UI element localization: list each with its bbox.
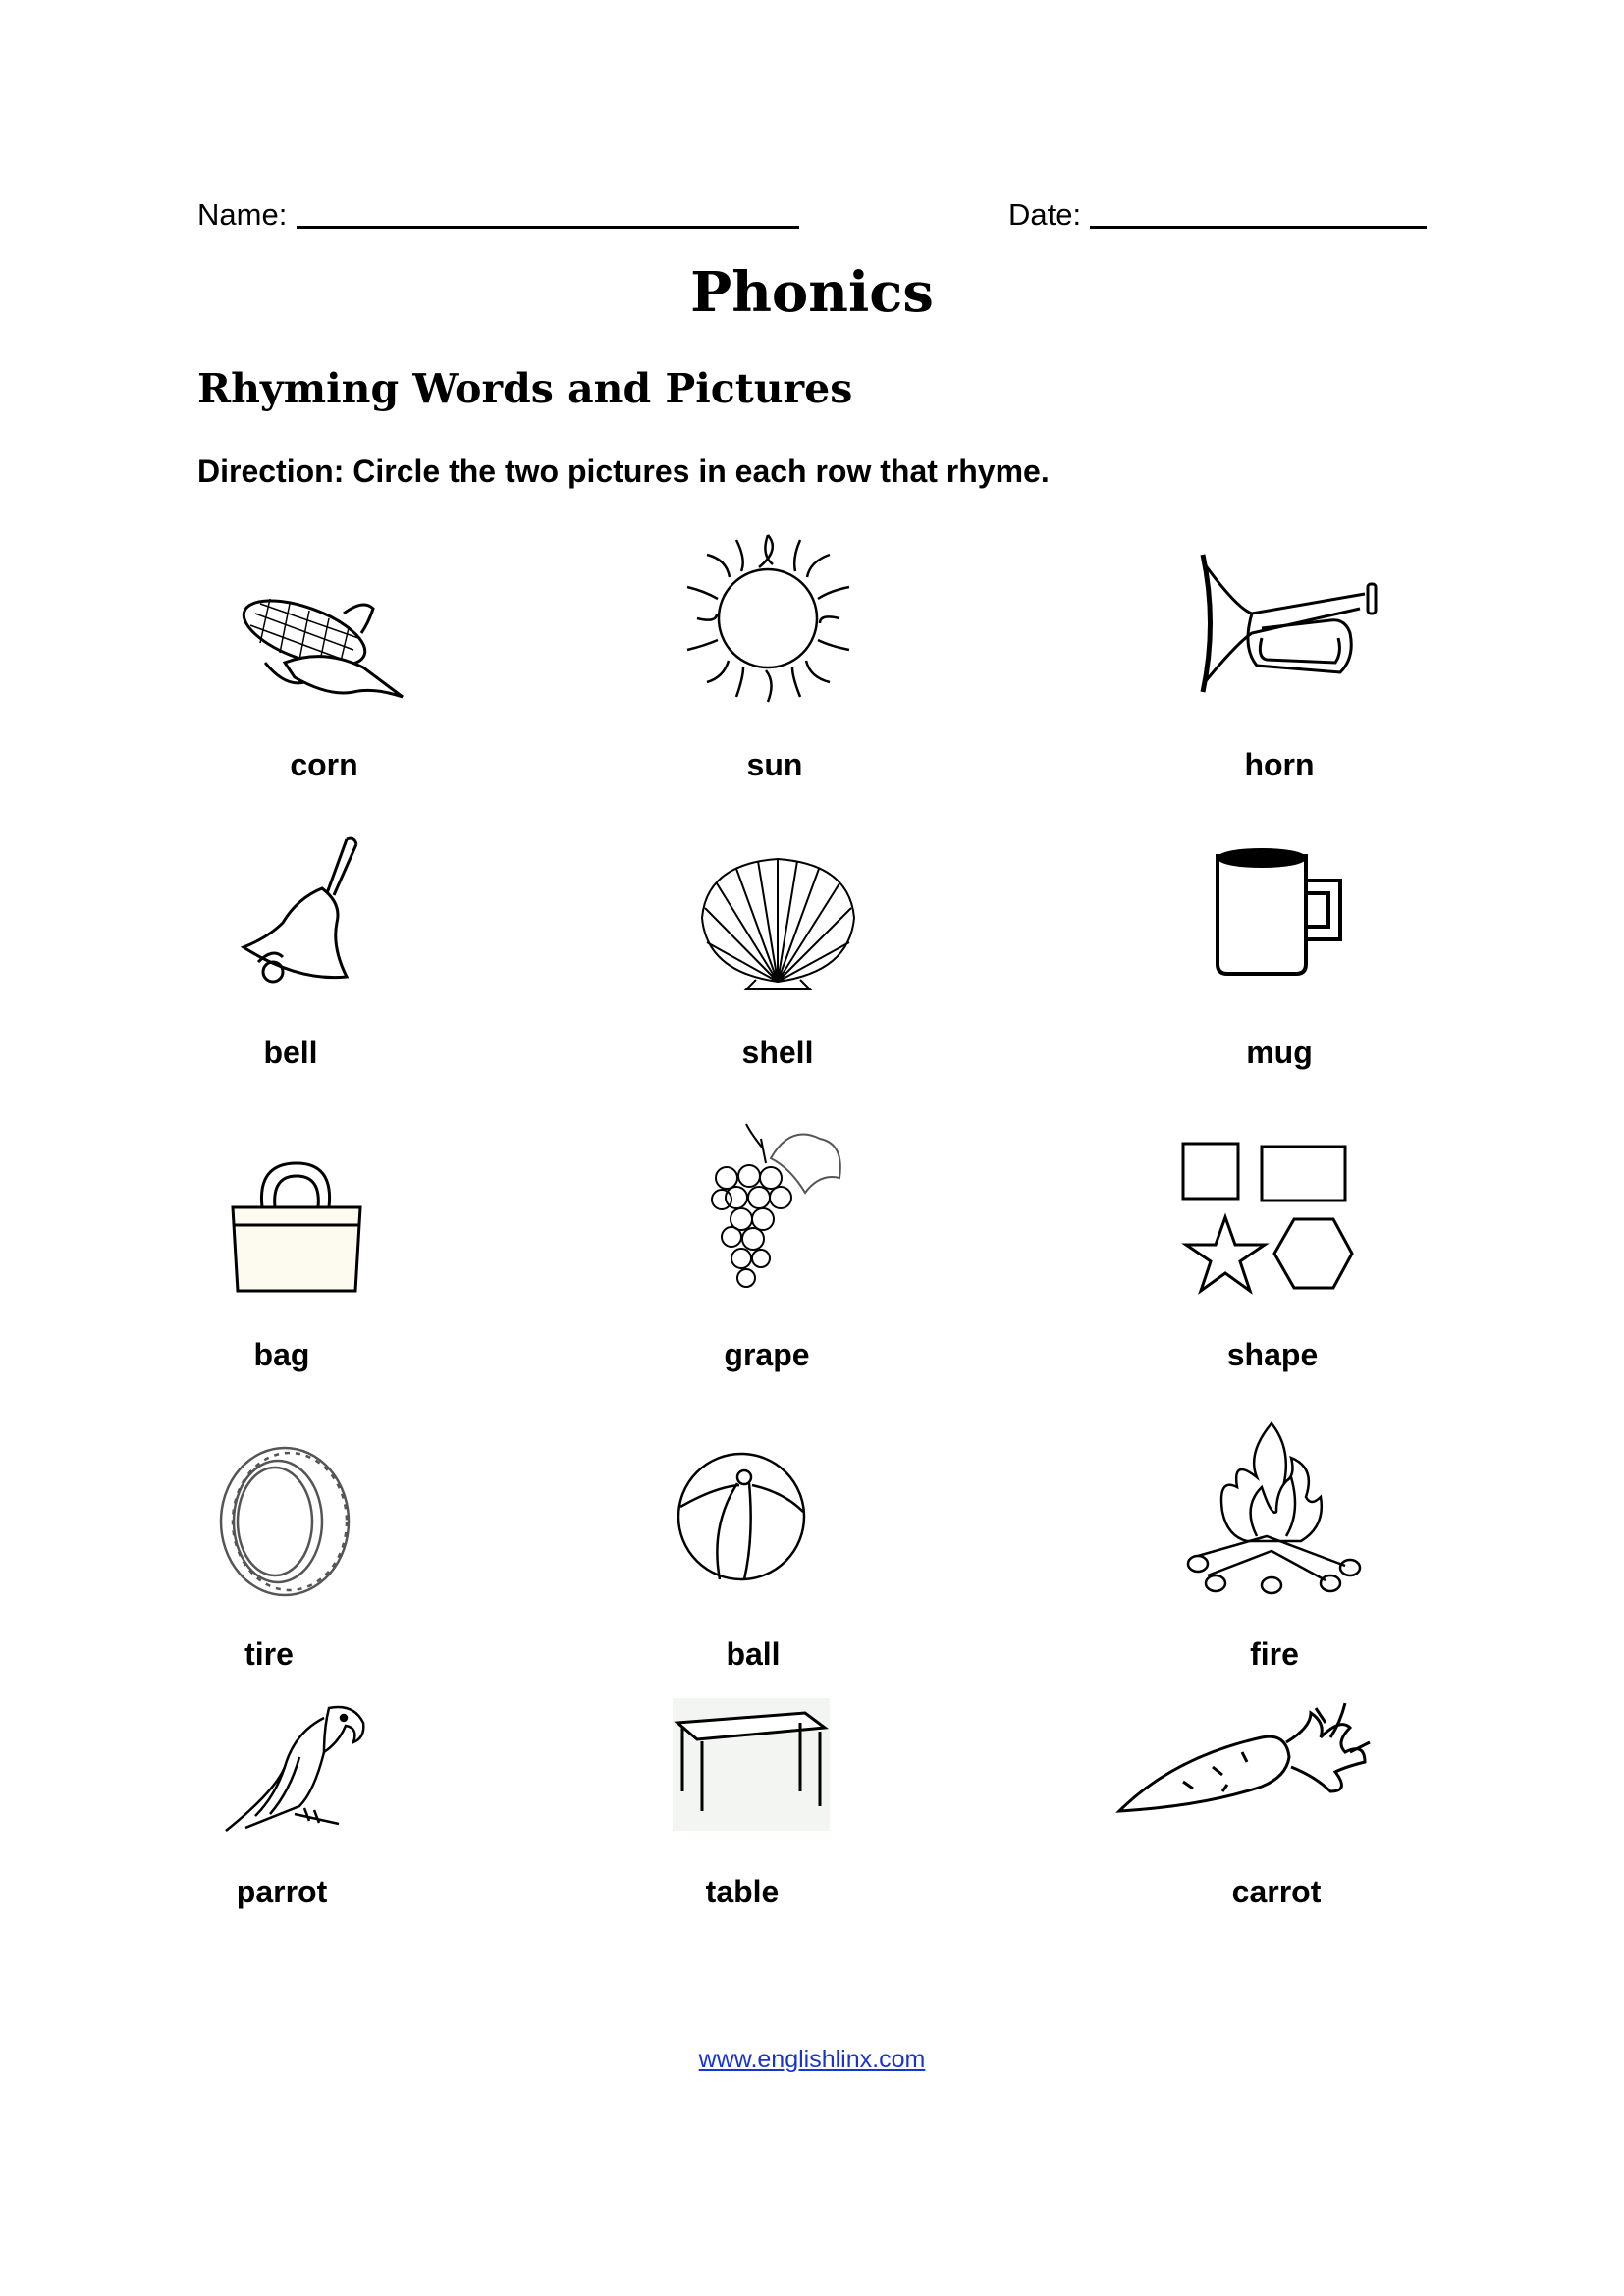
parrot-icon[interactable]	[216, 1698, 373, 1841]
shapes-icon[interactable]	[1178, 1139, 1355, 1301]
corn-icon[interactable]	[236, 589, 407, 707]
horn-icon[interactable]	[1193, 550, 1380, 702]
fire-icon[interactable]	[1178, 1418, 1365, 1600]
word-horn: horn	[1244, 747, 1315, 782]
table-icon[interactable]	[673, 1698, 830, 1836]
name-label: Name:	[197, 197, 288, 232]
shell-icon[interactable]	[697, 854, 859, 996]
name-field[interactable]	[297, 226, 799, 229]
sun-icon[interactable]	[682, 530, 854, 712]
word-parrot: parrot	[236, 1874, 328, 1909]
word-ball: ball	[726, 1636, 781, 1672]
mug-icon[interactable]	[1213, 846, 1350, 984]
word-shape: shape	[1226, 1337, 1319, 1372]
word-grape: grape	[724, 1337, 810, 1372]
word-sun: sun	[746, 747, 803, 782]
bag-icon[interactable]	[228, 1158, 365, 1301]
footer-link[interactable]: www.englishlinx.com	[698, 2046, 926, 2073]
word-bell: bell	[263, 1035, 318, 1070]
word-tire: tire	[244, 1636, 294, 1672]
page-title: Phonics	[690, 260, 934, 325]
ball-icon[interactable]	[676, 1448, 808, 1590]
word-table: table	[705, 1874, 780, 1909]
word-corn: corn	[290, 747, 358, 782]
word-shell: shell	[741, 1035, 814, 1070]
bell-icon[interactable]	[239, 834, 371, 1001]
grape-icon[interactable]	[692, 1119, 844, 1301]
word-fire: fire	[1250, 1636, 1299, 1672]
date-field[interactable]	[1090, 226, 1427, 229]
carrot-icon[interactable]	[1114, 1698, 1384, 1831]
date-label: Date:	[1008, 197, 1082, 232]
section-subtitle: Rhyming Words and Pictures	[197, 365, 853, 412]
word-bag: bag	[253, 1337, 310, 1372]
direction-text: Direction: Circle the two pictures in each row that rhyme.	[197, 454, 1050, 489]
word-carrot: carrot	[1231, 1874, 1322, 1909]
word-mug: mug	[1246, 1035, 1313, 1070]
tire-icon[interactable]	[211, 1443, 358, 1605]
